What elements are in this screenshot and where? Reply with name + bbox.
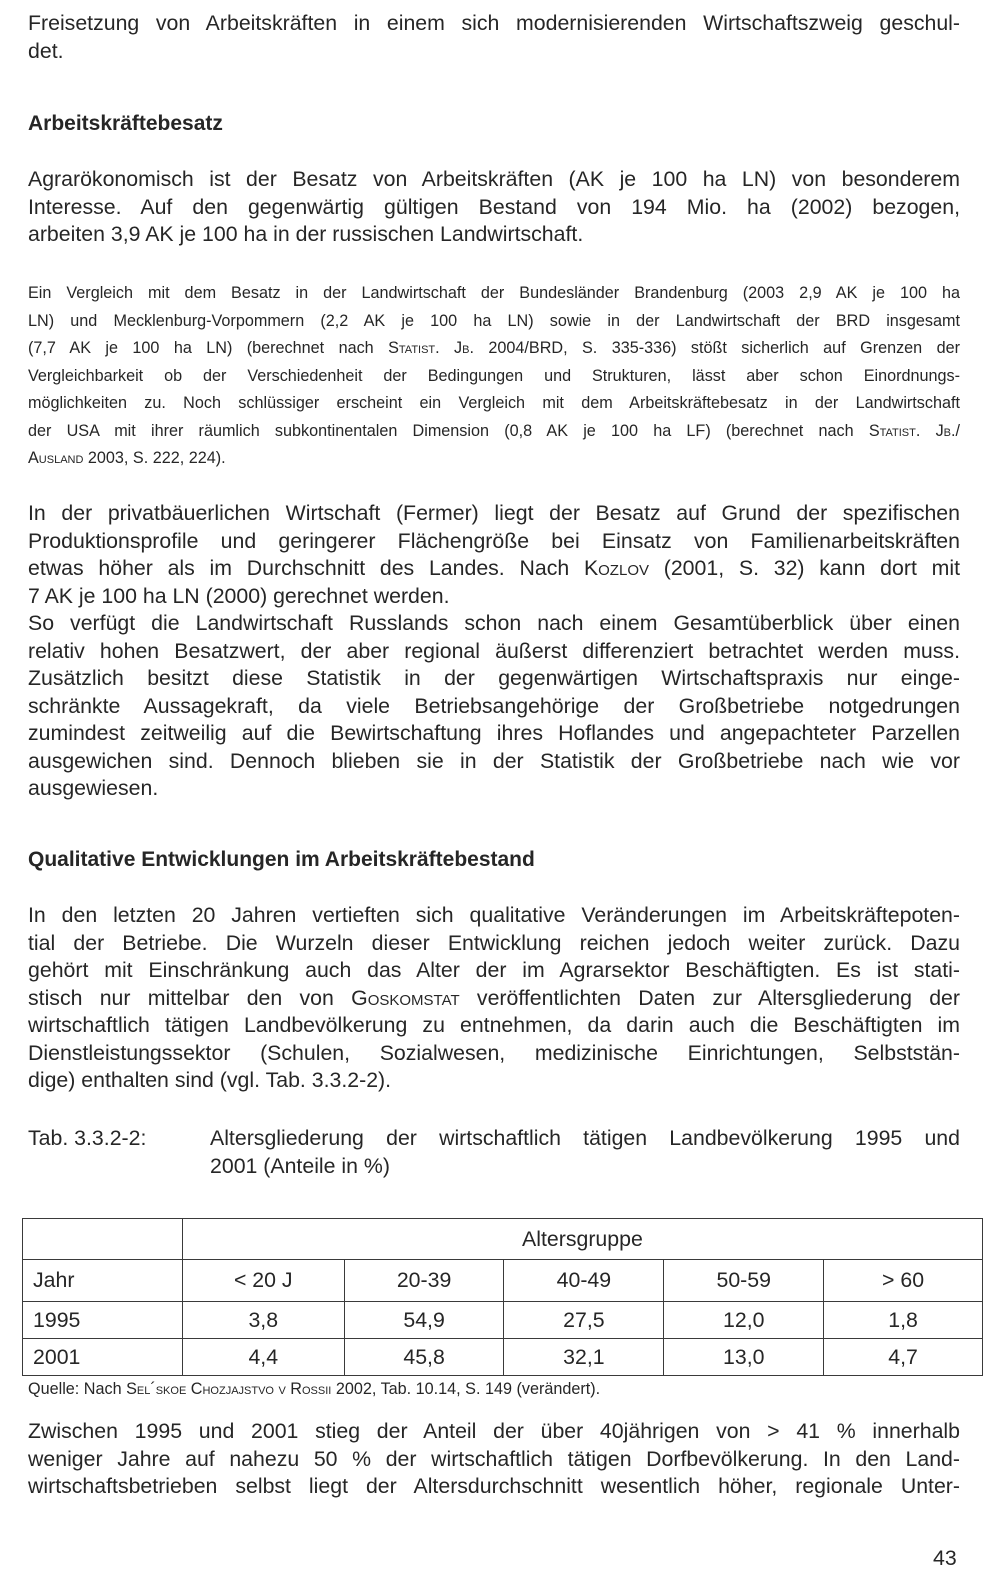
- text-line: det.: [28, 38, 64, 63]
- text-line: [28, 335, 960, 363]
- table-cell: 3,8: [182, 1302, 344, 1339]
- text-line: relativ hohen Besatzwert, der aber regional äußerst differenziert betrachtet werden muss.: [28, 638, 960, 663]
- text-line: LN) und Mecklenburg-Vorpommern (2,2 AK je 100 ha LN) sowie in der Landwirtschaft der BRD insgesamt: [28, 311, 960, 330]
- text-line: In der privatbäuerlichen Wirtschaft (Fermer) liegt der Besatz auf Grund der spezifischen: [28, 501, 960, 525]
- text-span: stisch nur mittelbar den von: [28, 985, 352, 1010]
- text-line: [28, 555, 960, 583]
- table-caption: [210, 1125, 960, 1180]
- citation-selskoe-chozjajstvo: Sel´skoe Chozjajstvo v Rossii: [126, 1380, 332, 1398]
- page-number: 43: [933, 1546, 957, 1570]
- table-column-header: 50-59: [664, 1260, 824, 1302]
- text-line: [28, 445, 960, 473]
- text-line: Vergleichbarkeit ob der Verschiedenheit der Bedingungen und Strukturen, lässt aber schon Einordnungs-: [28, 366, 960, 385]
- text-line: Freisetzung von Arbeitskräften in einem sich modernisierenden Wirtschaftszweig geschul-: [28, 11, 960, 35]
- small-print-comparison: [28, 280, 960, 473]
- text-line: dige) enthalten sind (vgl. Tab. 3.3.2-2).: [28, 1068, 392, 1092]
- table-column-header: > 60: [824, 1260, 983, 1302]
- paragraph-letzte-20-jahre: [28, 902, 960, 1095]
- text-span: 2003, S. 222, 224).: [83, 449, 226, 467]
- age-structure-table: [22, 1218, 983, 1376]
- text-line: Dienstleistungssektor (Schulen, Sozialwesen, medizinische Einrichtungen, Selbststän-: [28, 1040, 960, 1065]
- citation-statist-jb: Statist. Jb.: [388, 339, 474, 357]
- table-source: [28, 1380, 600, 1399]
- paragraph-privatbaeuerlich: [28, 500, 960, 803]
- text-line: Altersgliederung der wirtschaftlich tätigen Landbevölkerung 1995 und: [210, 1126, 960, 1150]
- text-line: Produktionsprofile und geringerer Flächengröße bei Einsatz von Familienarbeitskräften: [28, 528, 960, 553]
- table-cell: 12,0: [664, 1302, 824, 1339]
- text-line: In den letzten 20 Jahren vertieften sich qualitative Veränderungen im Arbeitskräftepoten-: [28, 903, 960, 927]
- table-corner-cell: [23, 1219, 183, 1260]
- text-line: [28, 418, 960, 446]
- table-cell: 54,9: [344, 1302, 504, 1339]
- table-column-header: < 20 J: [182, 1260, 344, 1302]
- text-line: wirtschaftlich tätigen Landbevölkerung zu entnehmen, da darin auch die Beschäftigten im: [28, 1013, 960, 1037]
- table-cell: 4,7: [824, 1339, 983, 1376]
- citation-kozlov: Kozlov: [583, 556, 649, 580]
- text-line: ausgewichen sind. Dennoch blieben sie in der Statistik der Großbetriebe nach wie vor: [28, 748, 960, 773]
- text-line: weniger Jahre auf nahezu 50 % der wirtschaftlich tätigen Dorfbevölkerung. In den Land-: [28, 1446, 960, 1471]
- section-heading-qualitative-entwicklungen: Qualitative Entwicklungen im Arbeitskräftebestand: [28, 848, 535, 871]
- table-year-cell: 1995: [23, 1302, 183, 1339]
- paragraph-zwischen-1995-2001: [28, 1418, 960, 1501]
- text-line: Interesse. Auf den gegenwärtig gültigen Bestand von 194 Mio. ha (2002) bezogen,: [28, 194, 960, 219]
- text-span: 2004/BRD, S. 335-336) stößt sicherlich auf Grenzen der: [473, 339, 960, 357]
- text-line: zumindest zeitweilig auf die Bewirtschaftung ihres Hoflandes und angepachteter Parzellen: [28, 721, 960, 745]
- text-line: 2001 (Anteile in %): [210, 1153, 390, 1178]
- citation-goskomstat: Goskomstat: [351, 985, 460, 1010]
- text-line: Zwischen 1995 und 2001 stieg der Anteil der über 40jährigen von > 41 % innerhalb: [28, 1419, 960, 1443]
- text-line: Agrarökonomisch ist der Besatz von Arbeitskräften (AK je 100 ha LN) von besonderem: [28, 167, 960, 191]
- text-span: (2001, S. 32) kann dort mit: [649, 556, 961, 580]
- table-cell: 13,0: [664, 1339, 824, 1376]
- intro-paragraph: [28, 10, 960, 65]
- text-span: etwas höher als im Durchschnitt des Landes. Nach: [28, 556, 584, 580]
- text-span: (7,7 AK je 100 ha LN) (berechnet nach: [28, 339, 389, 357]
- table-group-header-row: [23, 1219, 983, 1260]
- table-row: [23, 1339, 983, 1376]
- text-line: schränkte Aussagekraft, da viele Betriebsangehörige der Großbetriebe notgedrungen: [28, 693, 960, 718]
- text-line: möglichkeiten zu. Noch schlüssiger erscheint ein Vergleich mit dem Arbeitskräftebesatz in der Landwirtschaft: [28, 394, 960, 412]
- table-cell: 45,8: [344, 1339, 504, 1376]
- text-line: tial der Betriebe. Die Wurzeln dieser Entwicklung reichen jedoch weiter zurück. Dazu: [28, 930, 960, 955]
- table-cell: 4,4: [182, 1339, 344, 1376]
- table-cell: 1,8: [824, 1302, 983, 1339]
- table-column-header: 40-49: [504, 1260, 664, 1302]
- table-row-header: Jahr: [23, 1260, 183, 1302]
- text-span: 2002, Tab. 10.14, S. 149 (verändert).: [331, 1380, 601, 1398]
- section-heading-arbeitskraeftebesatz: Arbeitskräftebesatz: [28, 112, 223, 135]
- text-line: Zusätzlich besitzt diese Statistik in der gegenwärtigen Wirtschaftspraxis nur einge-: [28, 666, 960, 690]
- text-line: gehört mit Einschränkung auch das Alter der im Agrarsektor Beschäftigten. Es ist stati-: [28, 958, 960, 982]
- table-cell: 32,1: [504, 1339, 664, 1376]
- text-span: der USA mit ihrer räumlich subkontinentalen Dimension (0,8 AK je 100 ha LF) (berechnet nach: [28, 421, 869, 440]
- table-group-header: Altersgruppe: [182, 1219, 982, 1260]
- text-line: wirtschaftsbetrieben selbst liegt der Altersdurchschnitt wesentlich höher, regionale Unter-: [28, 1474, 960, 1498]
- table-year-cell: 2001: [23, 1339, 183, 1376]
- table-cell: 27,5: [504, 1302, 664, 1339]
- text-span: Quelle: Nach: [28, 1380, 127, 1398]
- text-line: ausgewiesen.: [28, 776, 159, 800]
- text-line: So verfügt die Landwirtschaft Russlands schon nach einem Gesamtüberblick über einen: [28, 611, 960, 635]
- citation-ausland: Ausland: [28, 449, 84, 467]
- paragraph-agraroekonomisch: [28, 166, 960, 249]
- table-column-header: 20-39: [344, 1260, 504, 1302]
- text-line: Ein Vergleich mit dem Besatz in der Landwirtschaft der Bundesländer Brandenburg (2003 2,9 AK je 100 ha: [28, 284, 960, 302]
- citation-statist-jb: Statist. Jb./: [868, 421, 960, 440]
- table-header-row: [23, 1260, 983, 1302]
- text-line: [28, 985, 960, 1013]
- table-label: Tab. 3.3.2-2:: [28, 1126, 147, 1150]
- text-span: veröffentlichten Daten zur Altersgliederung der: [459, 985, 960, 1010]
- text-line: 7 AK je 100 ha LN (2000) gerechnet werden.: [28, 583, 450, 608]
- text-line: arbeiten 3,9 AK je 100 ha in der russischen Landwirtschaft.: [28, 222, 584, 246]
- table-row: [23, 1302, 983, 1339]
